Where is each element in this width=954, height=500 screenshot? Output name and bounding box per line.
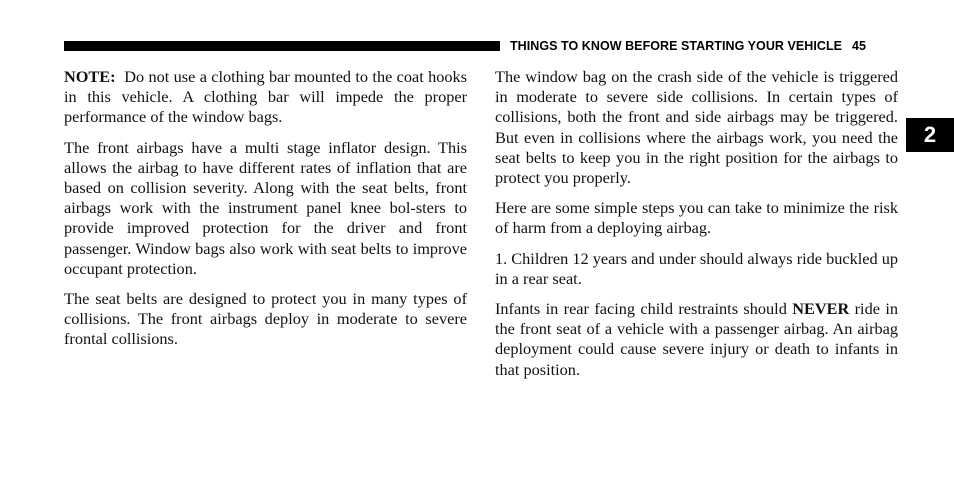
infants-paragraph [495,299,898,380]
section-title: THINGS TO KNOW BEFORE STARTING YOUR VEHICLE [510,39,843,53]
right-column [495,67,898,390]
note-text: Do not use a clothing bar mounted to the coat hooks in this vehicle. A clothing bar will impede the proper performance of the window bags. [64,67,468,127]
running-header [510,38,866,54]
infants-text-after: ride in the front seat of a vehicle with a passenger airbag. An airbag deployment could cause severe injury or death to infants in that position. [495,299,898,379]
never-emphasis: NEVER [792,299,850,319]
window-bag-paragraph: The window bag on the crash side of the vehicle is triggered in moderate to severe side collisions. In certain types of collisions, both the front and side airbags may be triggered. But even in collisions where the airbags work, you need the seat belts to keep you in the right position for the airbags to protect you properly. [495,67,898,188]
left-column [64,67,467,360]
note-paragraph [64,67,467,128]
note-label: NOTE: [64,67,116,86]
seat-belts-paragraph: The seat belts are designed to protect you in many types of collisions. The front airbags deploy in moderate to severe frontal collisions. [64,289,467,349]
page-number: 45 [852,39,867,53]
safety-steps-paragraph: Here are some simple steps you can take to minimize the risk of harm from a deploying airbag. [495,198,898,238]
children-paragraph: 1. Children 12 years and under should always ride buckled up in a rear seat. [495,248,898,288]
header-rule [64,41,500,51]
infants-text-before: Infants in rear facing child restraints should [495,299,787,319]
front-airbags-paragraph: The front airbags have a multi stage inflator design. This allows the airbag to have different rates of inflation that are based on collision severity. Along with the seat belts, front airbags work with the instrument panel knee bol-sters to provide improved protection for the driver and front passenger. Window bags also work with seat belts to improve occupant protection. [64,137,467,278]
chapter-tab: 2 [906,118,954,152]
